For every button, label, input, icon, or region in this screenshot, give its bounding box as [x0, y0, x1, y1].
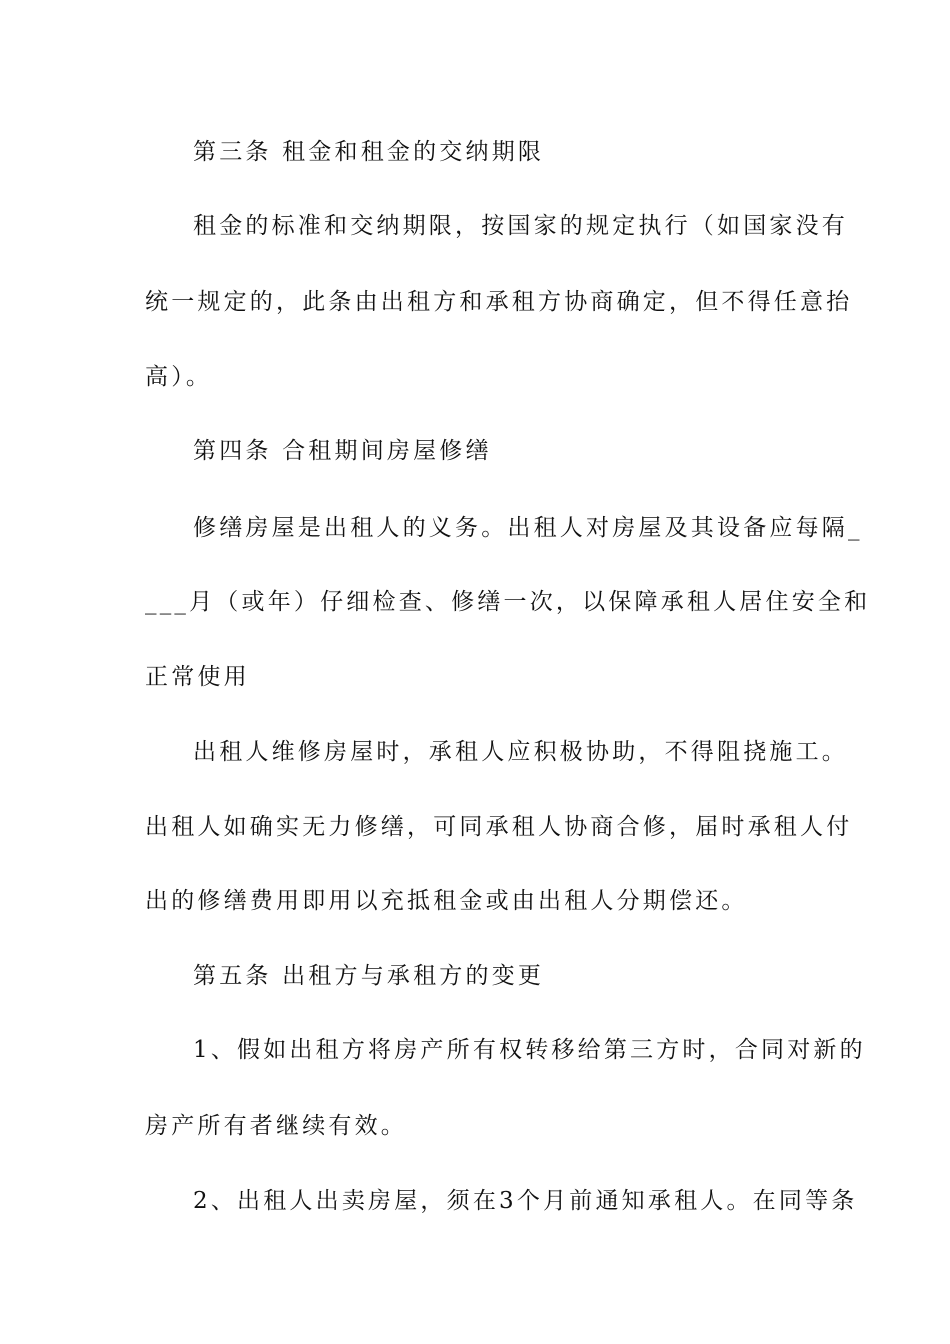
- paragraph-line: 高）。: [145, 364, 213, 390]
- paragraph-line: 统一规定的，此条由出租方和承租方协商确定，但不得任意抬: [145, 289, 853, 315]
- paragraph-line: 出的修缮费用即用以充抵租金或由出租人分期偿还。: [145, 888, 748, 914]
- article-4-heading: 第四条 合租期间房屋修缮: [193, 438, 492, 464]
- paragraph-line: ___月（或年）仔细检查、修缮一次，以保障承租人居住安全和: [145, 589, 871, 615]
- article-3-heading: 第三条 租金和租金的交纳期限: [193, 139, 545, 165]
- paragraph-line: 房产所有者继续有效。: [145, 1113, 407, 1139]
- paragraph-line: 2、出租人出卖房屋，须在3个月前通知承租人。在同等条: [193, 1188, 858, 1214]
- paragraph-line: 出租人如确实无力修缮，可同承租人协商合修，届时承租人付: [145, 814, 853, 840]
- paragraph-line: 出租人维修房屋时，承租人应积极协助，不得阻挠施工。: [193, 739, 848, 765]
- paragraph-line: 租金的标准和交纳期限，按国家的规定执行（如国家没有: [193, 213, 848, 239]
- paragraph-line: 正常使用: [145, 664, 250, 690]
- paragraph-line: 1、假如出租方将房产所有权转移给第三方时，合同对新的: [193, 1037, 866, 1063]
- paragraph-line: 修缮房屋是出租人的义务。出租人对房屋及其设备应每隔_: [193, 515, 863, 541]
- article-5-heading: 第五条 出租方与承租方的变更: [193, 963, 545, 989]
